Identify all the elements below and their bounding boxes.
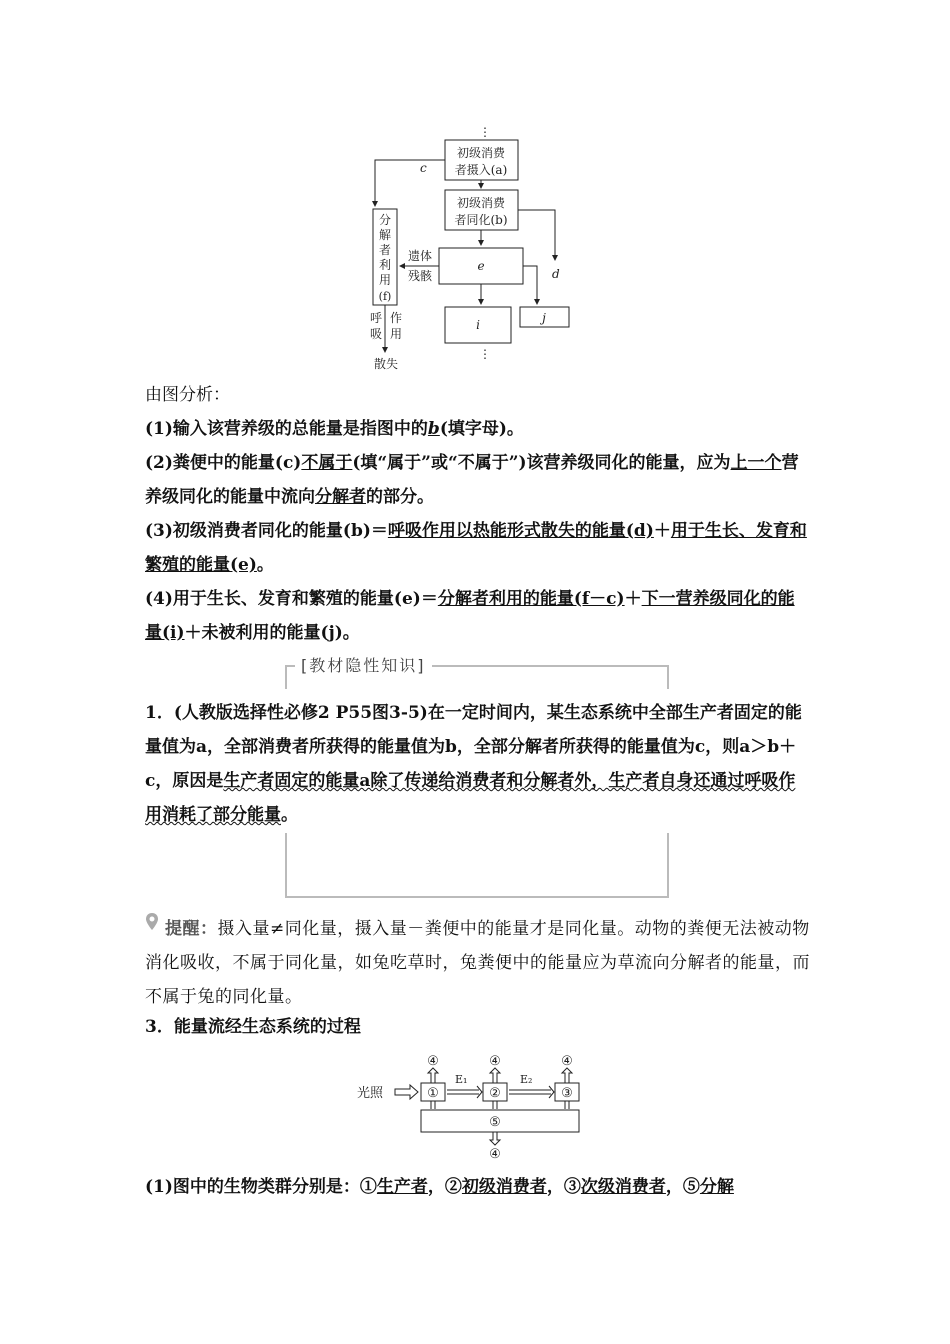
node-4-d: ④ [489,1147,501,1160]
light-label: 光照 [357,1086,384,1101]
ellipsis-top: ⋮ [479,125,491,139]
label-i: i [476,318,480,332]
q4-answer-2: 下一营养级同化的能量(i) [145,589,795,643]
lq-answer-3: 次级消费者 [580,1177,666,1197]
label-e2: E₂ [520,1073,533,1086]
lq-pre: (1)图中的生物类群分别是：① [145,1177,377,1197]
assim-label-2: 者同化(b) [454,213,508,227]
node-4-a: ④ [427,1054,439,1069]
resp-char: 用 [390,327,403,341]
analysis-q3 [145,514,810,582]
lq-answer-2: 初级消费者 [461,1177,547,1197]
tip-text: 摄入量≠同化量，摄入量－粪便中的能量才是同化量。动物的粪便无法被动物消化吸收，不属于同化量，如兔吃草时，兔粪便中的能量应为草流向分解者的能量，而不属于兔的同化量。 [145,919,810,1007]
analysis-heading: 由图分析： [145,385,230,405]
analysis-q1 [145,412,810,446]
hidden-knowledge-item [145,696,810,832]
lq-answer-1: 生产者 [376,1177,428,1197]
decomp-char: 解 [378,228,392,242]
decomp-char: 利 [378,258,392,272]
lq-mid-2: ，③ [546,1177,581,1197]
resp-char: 吸 [370,327,383,341]
node-1: ① [427,1086,439,1101]
node-4-c: ④ [561,1054,573,1069]
q4-mid: ＋ [624,589,642,609]
node-5: ⑤ [489,1115,501,1130]
tip-paragraph [145,912,810,1014]
q3-answer-2: 用于生长、发育和繁殖的能量(e) [145,521,807,575]
hk-pre: 1．(人教版选择性必修2 P55图3-5)在一定时间内，某生态系统中全部生产者固定的能量值为a，全部消费者所获得的能量值为b，全部分解者所获得的能量值为c，则a＞b＋c，原因是 [145,703,802,791]
label-d: d [552,267,560,281]
node-2: ② [489,1086,501,1101]
q3-post: 。 [256,555,274,575]
q2-answer-3: 分解者 [315,487,366,507]
decomp-char: 者 [378,243,392,257]
lq-mid-1: ，② [427,1177,462,1197]
resp-char: 呼 [370,311,383,325]
label-e1: E₁ [455,1073,468,1086]
assim-label-1: 初级消费 [456,196,506,210]
label-c: c [420,161,427,175]
lq-answer-4: 分解 [699,1177,734,1197]
remains-label-2: 残骸 [408,269,433,283]
tip-label: 提醒： [165,919,218,939]
q4-pre: (4)用于生长、发育和繁殖的能量(e)＝ [145,589,438,609]
q1-pre: (1)输入该营养级的总能量是指图中的 [145,419,428,439]
q1-answer: b [427,419,440,439]
label-e: e [477,259,485,273]
q2-mid-2: 营养级同化的能量中流向 [145,453,799,507]
analysis-q2 [145,446,810,514]
dissipate-label: 散失 [374,357,399,371]
energy-flow-diagram [350,120,590,375]
lq-mid-3: ，⑤ [665,1177,700,1197]
decomp-char: 用 [378,273,392,287]
decomp-char: 分 [378,213,392,227]
remains-label-1: 遗体 [408,249,433,263]
q2-answer-2: 上一个 [730,453,782,473]
ingest-label-1: 初级消费 [456,146,506,160]
q3-answer-1: 呼吸作用以热能形式散失的能量(d) [387,521,654,541]
analysis-q4 [145,582,810,650]
q4-answer-1: 分解者利用的能量(f－c) [437,589,625,609]
energy-process-diagram [355,1050,585,1160]
q1-post: (填字母)。 [439,419,524,439]
ingest-label-2: 者摄入(a) [454,163,508,177]
q3-mid: ＋ [653,521,671,541]
hk-post: 。 [281,805,298,825]
hidden-knowledge-title: [教材隐性知识] [295,653,432,676]
section-3-heading: 3．能量流经生态系统的过程 [145,1017,361,1037]
q2-mid-1: (填“属于”或“不属于”)该营养级同化的能量，应为 [352,453,731,473]
node-4-b: ④ [489,1054,501,1069]
hk-answer: 生产者固定的能量a除了传递给消费者和分解者外，生产者自身还通过呼吸作用消耗了部分能量 [145,771,796,825]
q4-post: ＋未被利用的能量(j)。 [184,623,360,643]
last-question [145,1170,810,1204]
ellipsis-bottom: ⋮ [479,347,491,361]
q2-answer-1: 不属于 [301,453,353,473]
decomp-char: (f) [378,290,392,303]
hidden-knowledge-frame-bottom [285,833,669,898]
q2-post: 的部分。 [366,487,434,507]
node-3: ③ [561,1086,573,1101]
q3-pre: (3)初级消费者同化的能量(b)＝ [145,521,388,541]
label-j: j [542,311,546,325]
resp-char: 作 [390,311,403,325]
q2-pre: (2)粪便中的能量(c) [145,453,302,473]
